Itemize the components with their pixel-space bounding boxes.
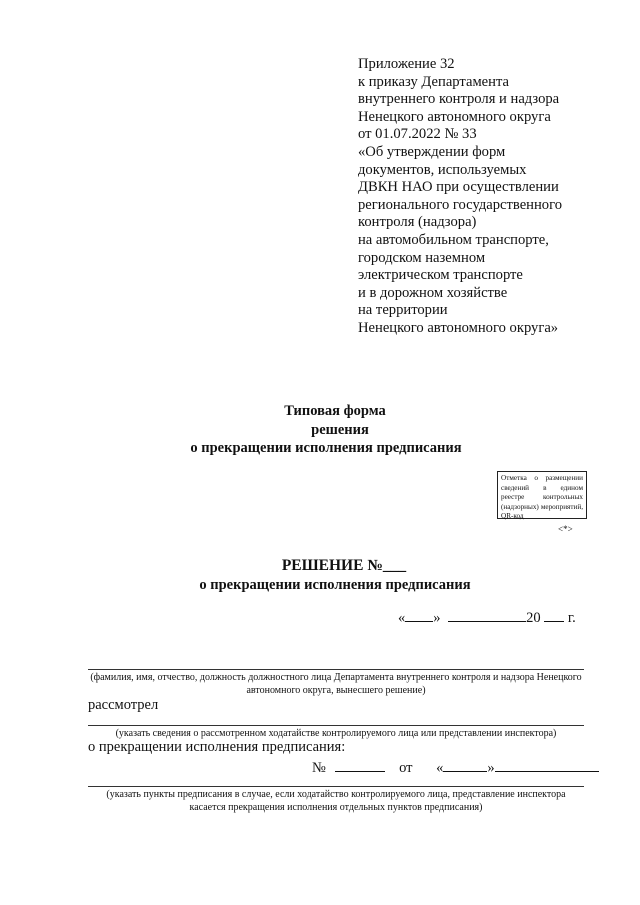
decision-subtitle: о прекращении исполнения предписания (199, 577, 471, 593)
appendix-line: на автомобильном транспорте, (358, 231, 549, 248)
year-blank[interactable] (544, 607, 564, 622)
appendix-line: и в дорожном хозяйстве (358, 284, 508, 301)
form-title-line2: решения (311, 421, 369, 438)
month-blank[interactable] (448, 607, 526, 622)
appendix-line: на территории (358, 302, 448, 319)
appendix-line: ДВКН НАО при осуществлении (358, 179, 559, 196)
prescription-number-blank[interactable] (335, 757, 385, 772)
form-title-line1: Типовая форма (284, 403, 386, 419)
prescription-day-blank[interactable] (443, 757, 487, 772)
appendix-line: городском наземном (358, 249, 486, 266)
appendix-line: внутреннего контроля и надзора (358, 91, 560, 108)
day-blank[interactable] (405, 607, 433, 622)
qr-code-box: Отметка о размещении сведений в едином реестре контрольных (надзорных) мероприятий, QR-код (497, 471, 587, 519)
from-label: от (399, 760, 413, 776)
decision-heading (0, 556, 640, 595)
prescription-ref-row (312, 757, 599, 777)
decision-title: РЕШЕНИЕ №___ (281, 557, 407, 574)
petition-caption: (указать сведения о рассмотренном ходатайстве контролируемого лица или представлении инспектора) (115, 728, 557, 739)
appendix-line: от 01.07.2022 № 33 (358, 126, 477, 143)
termination-label: о прекращении исполнения предписания: (88, 739, 346, 755)
appendix-block (358, 56, 618, 338)
points-line[interactable] (88, 786, 584, 787)
qr-footnote-mark: <*> (558, 524, 573, 534)
prescr-open-quote: « (436, 760, 444, 776)
appendix-line: Ненецкого автономного округа (358, 108, 551, 125)
date-open-quote: « (398, 610, 406, 626)
prescription-month-blank[interactable] (495, 757, 599, 772)
official-name-line[interactable] (88, 669, 584, 670)
reviewed-label: рассмотрел (88, 697, 159, 713)
appendix-line: документов, используемых (358, 161, 527, 178)
prescr-close-quote: » (487, 760, 495, 776)
appendix-line: контроля (надзора) (358, 214, 477, 231)
decision-date-line (398, 607, 576, 627)
year-prefix: 20 (526, 610, 541, 626)
petition-line[interactable] (88, 725, 584, 726)
year-suffix: г. (567, 610, 576, 626)
appendix-line: к приказу Департамента (358, 73, 509, 90)
official-caption: (фамилия, имя, отчество, должность должностного лица Департамента внутреннего контроля и надзора Ненецкого автономного округа, вынесшего решение) (90, 672, 582, 696)
date-close-quote: » (433, 610, 441, 626)
points-caption: (указать пункты предписания в случае, если ходатайство контролируемого лица, представление инспектора касается прекращения исполнения отдельных пунктов предписания) (106, 789, 566, 813)
form-title-line3: о прекращении исполнения предписания (190, 440, 462, 456)
appendix-line: Ненецкого автономного округа» (358, 319, 559, 336)
appendix-line: «Об утверждении форм (358, 143, 506, 160)
appendix-line: электрическом транспорте (358, 267, 523, 284)
appendix-line: Приложение 32 (358, 56, 455, 72)
number-sign: № (312, 760, 326, 776)
appendix-line: регионального государственного (358, 196, 563, 213)
form-title (0, 402, 640, 458)
